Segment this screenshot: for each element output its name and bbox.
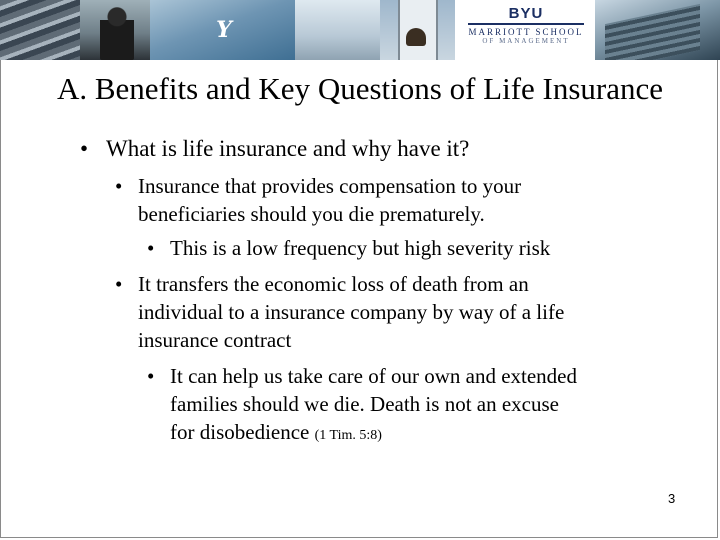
bullet-text-line: Insurance that provides compensation to your	[138, 174, 522, 198]
bullet-level3	[147, 362, 577, 450]
bullet-text: What is life insurance and why have it?	[106, 136, 470, 161]
photo-tile-building	[595, 0, 720, 60]
building-image	[605, 4, 700, 60]
bullet-text-line: families should we die. Death is not an excuse	[170, 392, 559, 416]
y-mountain-symbol: Y	[216, 17, 232, 43]
photo-tile-statue	[80, 0, 150, 60]
bullet-dot: •	[147, 236, 155, 260]
bullet-text-line: It transfers the economic loss of death from an	[138, 272, 529, 296]
logo-rule	[468, 23, 584, 25]
bullet-text-line: beneficiaries should you die prematurely.	[138, 202, 485, 226]
bullet-text: This is a low frequency but high severity risk	[170, 236, 551, 260]
byu-marriott-logo	[462, 6, 590, 46]
slide-title: A. Benefits and Key Questions of Life Insurance	[56, 71, 664, 106]
bullet-text-line: individual to a insurance company by way of a life	[138, 300, 565, 324]
logo-marriott: MARRIOTT SCHOOL	[468, 27, 584, 37]
bullet-text: for disobedience	[170, 420, 310, 444]
bell-icon	[406, 28, 426, 46]
bullet-dot: •	[80, 136, 89, 161]
bullet-text-line: It can help us take care of our own and extended	[170, 364, 577, 388]
bullet-dot: •	[115, 272, 123, 296]
photo-tile-mountain-y	[150, 0, 295, 60]
header-banner	[0, 0, 720, 60]
bullet-level3	[147, 234, 551, 262]
page-number: 3	[668, 491, 676, 506]
statue-image	[100, 6, 134, 60]
bullet-text-line	[170, 418, 577, 450]
scripture-citation: (1 Tim. 5:8)	[314, 428, 382, 443]
logo-byu: BYU	[508, 5, 544, 22]
bullet-dot: •	[147, 364, 155, 388]
bullet-text-line: insurance contract	[138, 328, 292, 352]
bullet-dot: •	[115, 174, 123, 198]
bullet-level1	[80, 134, 470, 164]
bullet-level2	[115, 270, 565, 354]
photo-tile-columns	[0, 0, 80, 60]
photo-tile-sky	[295, 0, 380, 60]
logo-management: OF MANAGEMENT	[482, 37, 570, 45]
bullet-level2	[115, 172, 522, 228]
photo-tile-bell-tower	[380, 0, 455, 60]
